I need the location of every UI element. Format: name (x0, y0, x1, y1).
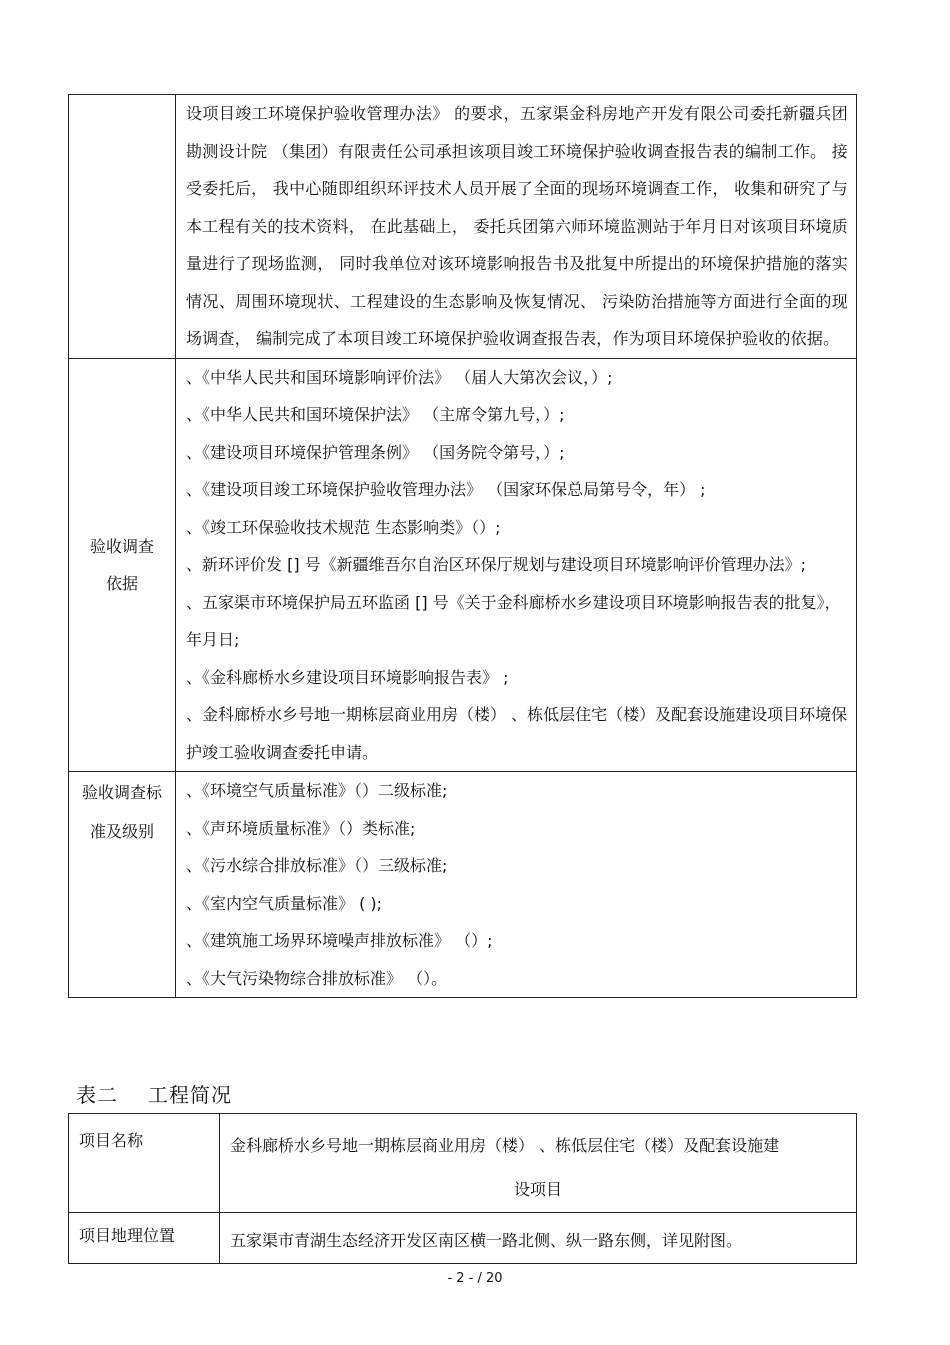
basis-item: 、金科廊桥水乡号地一期栋层商业用房（楼） 、栋低层住宅（楼）及配套设施建设项目环境保护竣工验收调查委托申请。 (186, 705, 848, 762)
basis-item: 、《建设项目环境保护管理条例》 （国务院令第号，）; (186, 442, 565, 462)
basis-item: 、《竣工环保验收技术规范 生态影响类》（）; (186, 517, 501, 537)
standards-row (69, 772, 857, 998)
basis-item: 、五家渠市环境保护局五环监函 [] 号《关于金科廊桥水乡建设项目环境影响报告表的批复》，年月日; (186, 592, 841, 649)
section-heading-number: 表二 (76, 1083, 118, 1107)
intro-row (69, 95, 857, 359)
acceptance-basis-table (68, 94, 857, 998)
standard-item: 、《建筑施工场界环境噪声排放标准》 （）; (186, 931, 493, 950)
basis-item: 、新环评价发 [] 号《新疆维吾尔自治区环保厅规划与建设项目环境影响评价管理办法》; (186, 555, 807, 574)
project-location-value: 五家渠市青湖生态经济开发区南区横一路北侧、纵一路东侧，详见附图。 (220, 1213, 857, 1264)
basis-item: 、《建设项目竣工环境保护验收管理办法》 （国家环保总局第号令，年） ; (186, 480, 706, 499)
basis-content-cell (176, 358, 857, 772)
section-heading (76, 1079, 262, 1108)
project-overview-table (68, 1113, 857, 1264)
basis-item: 、《中华人民共和国环境保护法》 （主席令第九号，）; (186, 405, 565, 424)
standard-item: 、《大气污染物综合排放标准》 （）。 (186, 968, 448, 988)
standard-item: 、《室内空气质量标准》 ( ); (186, 893, 383, 913)
basis-item: 、《金科廊桥水乡建设项目环境影响报告表》 ; (186, 667, 509, 687)
standards-label-cell (69, 772, 176, 998)
intro-content-cell (176, 95, 857, 359)
page-number: - 2 - / 20 (447, 1271, 503, 1286)
project-name-value (220, 1114, 857, 1213)
basis-label-line2: 依据 (105, 573, 138, 593)
standards-label-line1: 验收调查标 (81, 783, 162, 802)
intro-label-cell (69, 95, 176, 359)
project-location-label: 项目地理位置 (69, 1213, 220, 1264)
basis-item: 、《中华人民共和国环境影响评价法》 （届人大第次会议，）; (186, 367, 613, 387)
project-name-row (69, 1114, 857, 1213)
standards-label-line2: 准及级别 (89, 822, 154, 841)
basis-label-cell (69, 358, 176, 772)
section-heading-text: 工程简况 (148, 1083, 232, 1107)
project-name-value-line1: 金科廊桥水乡号地一期栋层商业用房（楼） 、栋低层住宅（楼）及配套设施建 (230, 1136, 780, 1155)
standard-item: 、《声环境质量标准》（）类标准; (186, 818, 416, 838)
intro-paragraph: 设项目竣工环境保护验收管理办法》 的要求，五家渠金科房地产开发有限公司委托新疆兵团勘测设计院 （集团）有限责任公司承担该项目竣工环境保护验收调查报告表的编制工作。 接受委托后， 我中心随即组织环评技术人员开展了全面的现场环境调查工作， 收集和研究了与本工程有关的技术资料， 在此基础上， 委托兵团第六师环境监测站于年月日对该项目环境质量进行了现场监测， 同时我单位对该环境影响报告书及批复中所提出的环境保护措施的落实情况、周围环境现状、工程建设的生态影响及恢复情况、 污染防治措施等方面进行全面的现场调查， 编制完成了本项目竣工环境保护验收调查报告表，作为项目环境保护验收的依据。 (186, 104, 848, 348)
standard-item: 、《污水综合排放标准》（）三级标准; (186, 856, 448, 875)
project-name-value-line2: 设项目 (513, 1180, 562, 1199)
project-location-row (69, 1213, 857, 1264)
standard-item: 、《环境空气质量标准》（）二级标准; (186, 781, 448, 800)
basis-label-line1: 验收调查 (89, 536, 154, 556)
project-name-label: 项目名称 (69, 1114, 220, 1213)
standards-content-cell (176, 772, 857, 998)
basis-row (69, 358, 857, 772)
